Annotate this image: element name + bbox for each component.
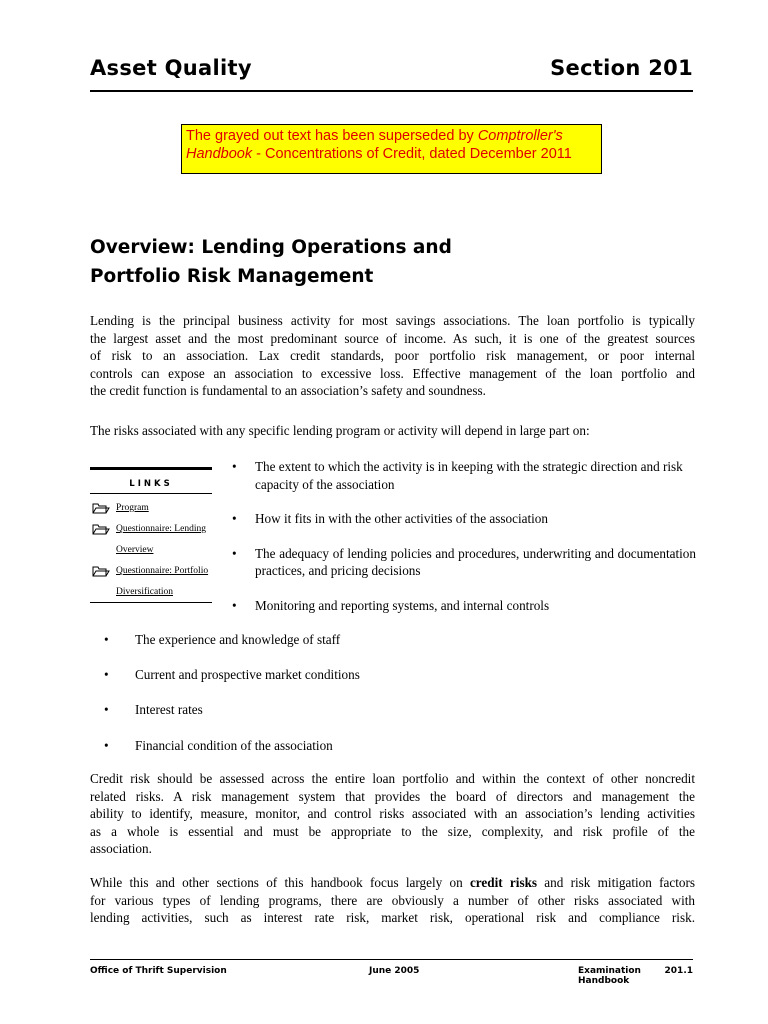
list-item-text: Interest rates [135, 702, 203, 718]
list-item-text: Financial condition of the association [135, 737, 333, 753]
list-item-text: Current and prospective market conditions [135, 667, 360, 683]
link-label: Overview [116, 545, 154, 555]
bullet-icon: • [232, 511, 237, 527]
link-questionnaire-portfolio[interactable] [90, 561, 212, 603]
link-label: Questionnaire: Lending [116, 524, 206, 534]
risks-intro-paragraph: The risks associated with any specific lending program or activity will depend in large part on: [90, 423, 590, 438]
text-run: and risk mitigation factors [537, 875, 696, 890]
paragraph-line: of risk to an association. Lax credit standards, poor portfolio risk management, or poor internal [90, 348, 695, 364]
links-heading: LINKS [90, 470, 212, 494]
paragraph-line [90, 874, 695, 892]
list-item [232, 458, 696, 493]
superseded-notice [181, 124, 602, 174]
header-section: Section 201 [550, 56, 693, 80]
notice-suffix: - Concentrations of Credit, dated December 2011 [252, 146, 572, 162]
bullet-icon: • [232, 597, 237, 613]
list-item-text: The adequacy of lending policies and procedures, underwriting and documentation practices, and pricing decisions [255, 545, 696, 579]
title-line-1: Overview: Lending Operations and [90, 237, 452, 258]
links-box [90, 467, 212, 603]
paragraph-line: controls can expose an association to excessive loss. Effective management of the loan portfolio and [90, 365, 695, 381]
link-label: Diversification [116, 587, 173, 597]
folder-icon [92, 523, 110, 535]
additional-factors-list [104, 631, 664, 772]
page-title [90, 233, 690, 291]
page-header [90, 56, 693, 92]
link-label: Questionnaire: Portfolio [116, 566, 209, 576]
footer-page-number: 201.1 [664, 966, 693, 976]
footer-date: June 2005 [369, 966, 420, 976]
paragraph-line: Credit risk should be assessed across the entire loan portfolio and within the context of other noncredit [90, 771, 695, 786]
bold-term: credit risks [469, 875, 538, 890]
link-questionnaire-lending[interactable] [90, 519, 212, 561]
list-item [232, 510, 696, 528]
list-item [104, 666, 664, 684]
list-item-text: Monitoring and reporting systems, and internal controls [255, 597, 550, 613]
list-item [104, 631, 664, 649]
list-item-text: The experience and knowledge of staff [135, 632, 341, 647]
folder-icon [92, 502, 110, 514]
bullet-icon: • [232, 545, 237, 561]
paragraph-line: lending activities, such as interest rate risk, market risk, operational risk and compliance risk. [90, 910, 695, 926]
footer-org: Office of Thrift Supervision [90, 966, 227, 976]
bullet-icon: • [104, 632, 109, 647]
paragraph-line: as a whole is essential and must be appropriate to the size, complexity, and risk profile of the [90, 823, 695, 839]
link-label: Program [116, 503, 149, 513]
bullet-icon: • [104, 667, 109, 683]
folder-icon [92, 565, 110, 577]
bullet-icon: • [104, 737, 109, 753]
intro-paragraph [90, 312, 695, 400]
list-item [232, 597, 696, 615]
paragraph-line: related risks. A risk management system that provides the board of directors and management the [90, 788, 695, 804]
footer-book: Examination Handbook [578, 966, 641, 986]
paragraph-line: the largest asset and the most predominant source of income. As such, it is one of the greatest sources [90, 330, 695, 346]
other-risks-paragraph [90, 874, 695, 927]
paragraph-line: ability to identify, measure, monitor, and control risks associated with an association’s lending activities [90, 806, 695, 822]
notice-italic: Comptroller's Handbook [186, 128, 563, 162]
header-title: Asset Quality [90, 56, 252, 80]
list-item [104, 701, 664, 719]
paragraph-line: Lending is the principal business activity for most savings associations. The loan portfolio is typically [90, 313, 695, 328]
bullet-icon: • [232, 459, 237, 474]
paragraph-line: the credit function is fundamental to an association’s safety and soundness. [90, 383, 486, 399]
paragraph-line: association. [90, 841, 152, 857]
link-program[interactable] [90, 498, 212, 519]
list-item-text: How it fits in with the other activities of the association [255, 511, 548, 527]
title-line-2: Portfolio Risk Management [90, 266, 374, 287]
list-item [104, 737, 664, 755]
list-item-text: The extent to which the activity is in keeping with the strategic direction and risk capacity of the association [255, 459, 683, 492]
risk-factors-list [232, 458, 696, 615]
paragraph-line: for various types of lending programs, there are obviously a number of other risks associated with [90, 892, 695, 908]
notice-prefix: The grayed out text has been superseded by [186, 128, 478, 144]
page-footer [90, 959, 693, 986]
list-item [232, 545, 696, 580]
credit-risk-paragraph [90, 770, 695, 858]
text-run: While this and other sections of this handbook focus largely on [90, 875, 470, 890]
bullet-icon: • [104, 702, 109, 718]
